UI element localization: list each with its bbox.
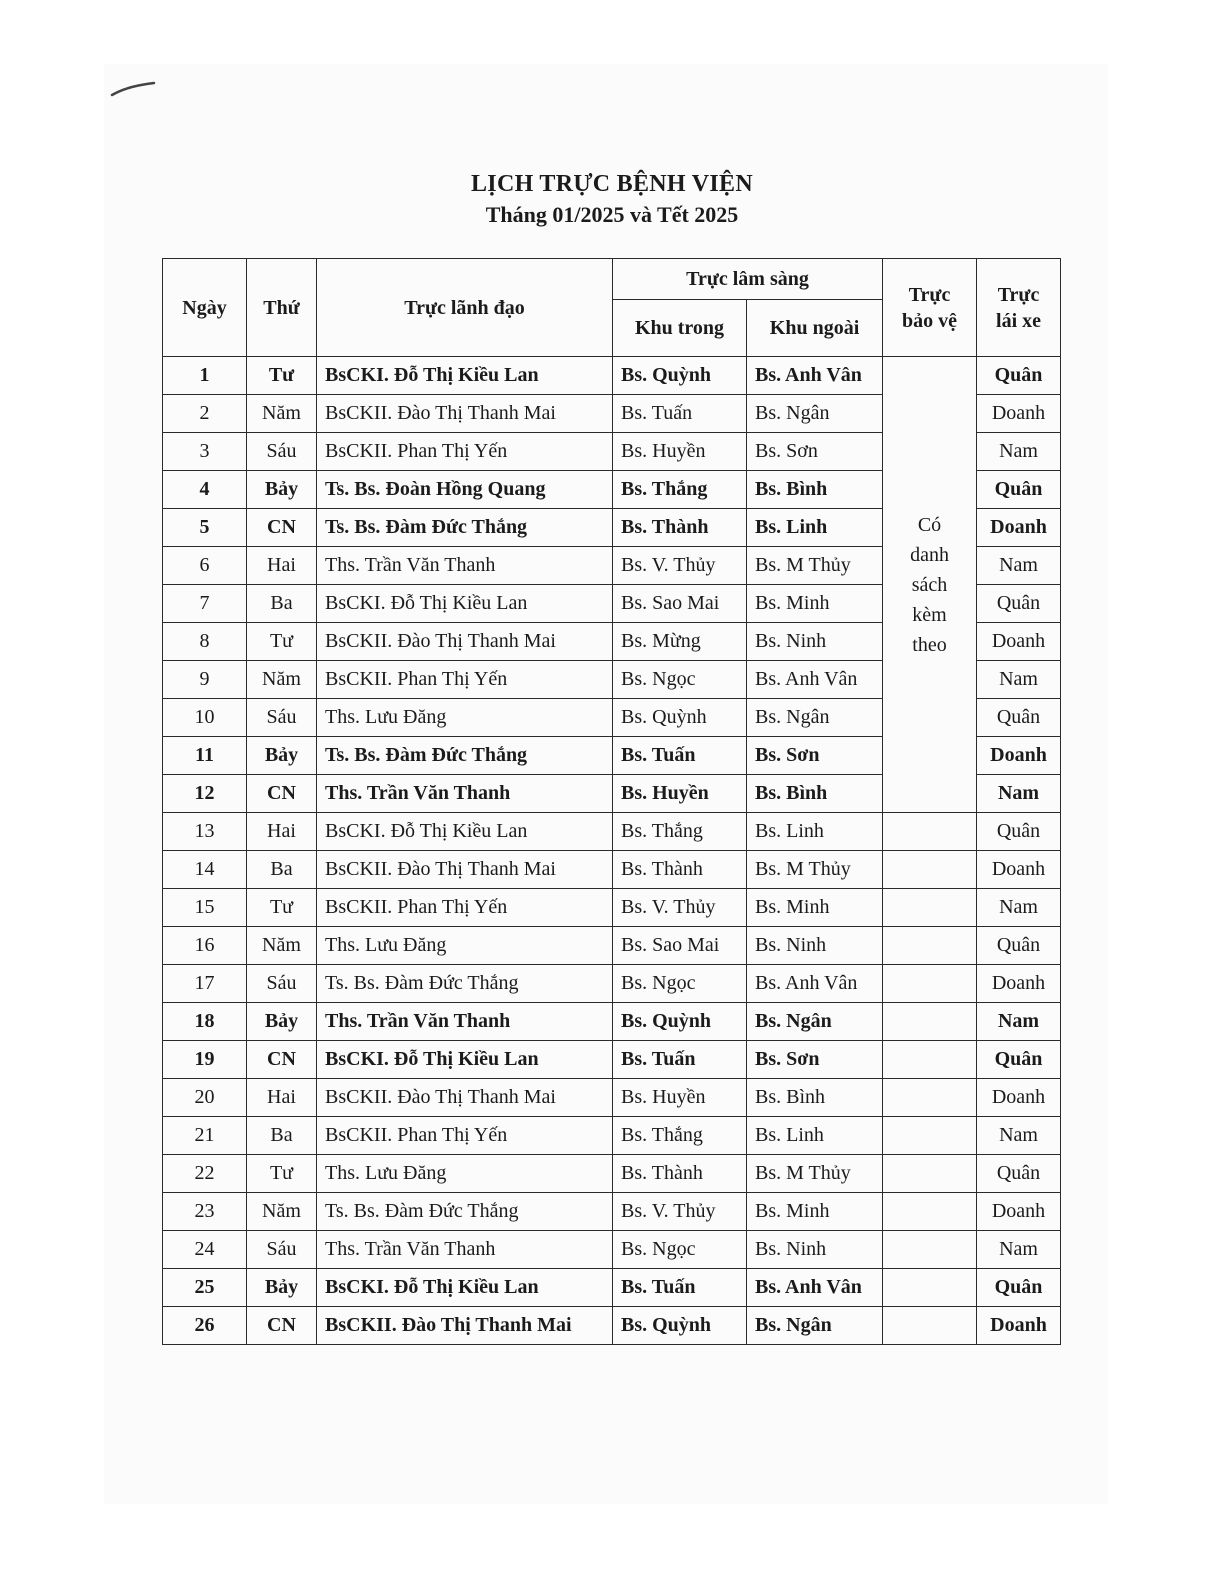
- day-cell: 6: [163, 547, 247, 585]
- header-clinical: Trực lâm sàng: [613, 259, 883, 300]
- driver-cell: Quân: [977, 1041, 1061, 1079]
- leader-cell: BsCKII. Đào Thị Thanh Mai: [317, 623, 613, 661]
- inner-zone-cell: Bs. Sao Mai: [613, 585, 747, 623]
- weekday-cell: Sáu: [247, 965, 317, 1003]
- weekday-cell: Bảy: [247, 1003, 317, 1041]
- day-cell: 2: [163, 395, 247, 433]
- outer-zone-cell: Bs. Ngân: [747, 699, 883, 737]
- inner-zone-cell: Bs. Huyền: [613, 775, 747, 813]
- day-cell: 10: [163, 699, 247, 737]
- guard-cell: [883, 927, 977, 965]
- outer-zone-cell: Bs. Minh: [747, 585, 883, 623]
- leader-cell: Ths. Trần Văn Thanh: [317, 1003, 613, 1041]
- outer-zone-cell: Bs. Anh Vân: [747, 661, 883, 699]
- leader-cell: Ths. Trần Văn Thanh: [317, 1231, 613, 1269]
- driver-cell: Doanh: [977, 1193, 1061, 1231]
- day-cell: 23: [163, 1193, 247, 1231]
- inner-zone-cell: Bs. V. Thủy: [613, 889, 747, 927]
- weekday-cell: Tư: [247, 1155, 317, 1193]
- weekday-cell: Hai: [247, 1079, 317, 1117]
- outer-zone-cell: Bs. Linh: [747, 509, 883, 547]
- day-cell: 22: [163, 1155, 247, 1193]
- driver-cell: Doanh: [977, 1307, 1061, 1345]
- outer-zone-cell: Bs. Sơn: [747, 433, 883, 471]
- leader-cell: BsCKII. Đào Thị Thanh Mai: [317, 851, 613, 889]
- guard-cell: [883, 1231, 977, 1269]
- leader-cell: Ths. Lưu Đăng: [317, 1155, 613, 1193]
- table-row: [163, 1041, 1061, 1079]
- day-cell: 3: [163, 433, 247, 471]
- guard-cell: [883, 889, 977, 927]
- outer-zone-cell: Bs. Minh: [747, 1193, 883, 1231]
- outer-zone-cell: Bs. Anh Vân: [747, 1269, 883, 1307]
- leader-cell: BsCKII. Đào Thị Thanh Mai: [317, 1079, 613, 1117]
- driver-cell: Doanh: [977, 395, 1061, 433]
- document-heading: [0, 168, 1224, 230]
- inner-zone-cell: Bs. Thắng: [613, 471, 747, 509]
- leader-cell: Ts. Bs. Đàm Đức Thắng: [317, 965, 613, 1003]
- driver-cell: Nam: [977, 1117, 1061, 1155]
- weekday-cell: Năm: [247, 927, 317, 965]
- weekday-cell: Hai: [247, 813, 317, 851]
- leader-cell: Ts. Bs. Đàm Đức Thắng: [317, 1193, 613, 1231]
- header-guard: Trực bảo vệ: [883, 259, 977, 357]
- guard-cell: [883, 851, 977, 889]
- driver-cell: Nam: [977, 661, 1061, 699]
- weekday-cell: Hai: [247, 547, 317, 585]
- day-cell: 8: [163, 623, 247, 661]
- weekday-cell: Bảy: [247, 1269, 317, 1307]
- day-cell: 13: [163, 813, 247, 851]
- driver-cell: Doanh: [977, 965, 1061, 1003]
- guard-cell: [883, 1079, 977, 1117]
- table-row: [163, 965, 1061, 1003]
- table-row: [163, 927, 1061, 965]
- driver-cell: Quân: [977, 585, 1061, 623]
- outer-zone-cell: Bs. Linh: [747, 813, 883, 851]
- driver-cell: Quân: [977, 357, 1061, 395]
- roster-body: [163, 357, 1061, 1345]
- leader-cell: BsCKII. Đào Thị Thanh Mai: [317, 1307, 613, 1345]
- day-cell: 17: [163, 965, 247, 1003]
- leader-cell: Ths. Lưu Đăng: [317, 699, 613, 737]
- leader-cell: BsCKI. Đỗ Thị Kiều Lan: [317, 1041, 613, 1079]
- table-row: [163, 1307, 1061, 1345]
- driver-cell: Quân: [977, 699, 1061, 737]
- day-cell: 12: [163, 775, 247, 813]
- leader-cell: Ts. Bs. Đàm Đức Thắng: [317, 737, 613, 775]
- weekday-cell: Ba: [247, 851, 317, 889]
- driver-cell: Nam: [977, 547, 1061, 585]
- driver-cell: Doanh: [977, 737, 1061, 775]
- outer-zone-cell: Bs. M Thủy: [747, 547, 883, 585]
- driver-cell: Nam: [977, 433, 1061, 471]
- weekday-cell: Bảy: [247, 471, 317, 509]
- inner-zone-cell: Bs. Sao Mai: [613, 927, 747, 965]
- driver-cell: Nam: [977, 889, 1061, 927]
- outer-zone-cell: Bs. Ngân: [747, 1307, 883, 1345]
- inner-zone-cell: Bs. Quỳnh: [613, 1307, 747, 1345]
- header-inner-zone: Khu trong: [613, 300, 747, 357]
- table-row: [163, 1155, 1061, 1193]
- day-cell: 7: [163, 585, 247, 623]
- leader-cell: BsCKI. Đỗ Thị Kiều Lan: [317, 585, 613, 623]
- day-cell: 20: [163, 1079, 247, 1117]
- driver-cell: Quân: [977, 1155, 1061, 1193]
- inner-zone-cell: Bs. Quỳnh: [613, 357, 747, 395]
- weekday-cell: CN: [247, 1041, 317, 1079]
- day-cell: 19: [163, 1041, 247, 1079]
- table-row: [163, 1269, 1061, 1307]
- day-cell: 21: [163, 1117, 247, 1155]
- outer-zone-cell: Bs. Ngân: [747, 395, 883, 433]
- document-title: LỊCH TRỰC BỆNH VIỆN: [471, 171, 753, 197]
- guard-cell: [883, 1003, 977, 1041]
- guard-cell: [883, 813, 977, 851]
- inner-zone-cell: Bs. Ngọc: [613, 1231, 747, 1269]
- leader-cell: BsCKI. Đỗ Thị Kiều Lan: [317, 1269, 613, 1307]
- day-cell: 1: [163, 357, 247, 395]
- driver-cell: Quân: [977, 813, 1061, 851]
- weekday-cell: CN: [247, 775, 317, 813]
- weekday-cell: Năm: [247, 1193, 317, 1231]
- leader-cell: BsCKII. Phan Thị Yến: [317, 433, 613, 471]
- guard-cell: [883, 1155, 977, 1193]
- leader-cell: Ts. Bs. Đàm Đức Thắng: [317, 509, 613, 547]
- inner-zone-cell: Bs. Ngọc: [613, 661, 747, 699]
- leader-cell: Ths. Trần Văn Thanh: [317, 547, 613, 585]
- weekday-cell: CN: [247, 509, 317, 547]
- outer-zone-cell: Bs. Anh Vân: [747, 965, 883, 1003]
- table-row: [163, 1117, 1061, 1155]
- day-cell: 5: [163, 509, 247, 547]
- leader-cell: Ths. Trần Văn Thanh: [317, 775, 613, 813]
- inner-zone-cell: Bs. Ngọc: [613, 965, 747, 1003]
- driver-cell: Doanh: [977, 509, 1061, 547]
- outer-zone-cell: Bs. Anh Vân: [747, 357, 883, 395]
- driver-cell: Doanh: [977, 851, 1061, 889]
- pen-stroke-mark: [110, 78, 156, 98]
- inner-zone-cell: Bs. Mừng: [613, 623, 747, 661]
- outer-zone-cell: Bs. Ninh: [747, 1231, 883, 1269]
- document-subtitle: Tháng 01/2025 và Tết 2025: [485, 202, 739, 227]
- weekday-cell: CN: [247, 1307, 317, 1345]
- table-row: [163, 889, 1061, 927]
- leader-cell: BsCKI. Đỗ Thị Kiều Lan: [317, 357, 613, 395]
- inner-zone-cell: Bs. Thành: [613, 509, 747, 547]
- leader-cell: BsCKII. Phan Thị Yến: [317, 1117, 613, 1155]
- weekday-cell: Năm: [247, 661, 317, 699]
- day-cell: 4: [163, 471, 247, 509]
- inner-zone-cell: Bs. Thắng: [613, 1117, 747, 1155]
- outer-zone-cell: Bs. Sơn: [747, 737, 883, 775]
- weekday-cell: Sáu: [247, 699, 317, 737]
- table-row: [163, 813, 1061, 851]
- table-row: [163, 357, 1061, 395]
- weekday-cell: Bảy: [247, 737, 317, 775]
- outer-zone-cell: Bs. Linh: [747, 1117, 883, 1155]
- inner-zone-cell: Bs. Tuấn: [613, 1041, 747, 1079]
- inner-zone-cell: Bs. Tuấn: [613, 737, 747, 775]
- outer-zone-cell: Bs. Sơn: [747, 1041, 883, 1079]
- day-cell: 9: [163, 661, 247, 699]
- outer-zone-cell: Bs. M Thủy: [747, 851, 883, 889]
- inner-zone-cell: Bs. Huyền: [613, 433, 747, 471]
- header-outer-zone: Khu ngoài: [747, 300, 883, 357]
- weekday-cell: Ba: [247, 1117, 317, 1155]
- outer-zone-cell: Bs. Ninh: [747, 927, 883, 965]
- inner-zone-cell: Bs. Tuấn: [613, 1269, 747, 1307]
- day-cell: 18: [163, 1003, 247, 1041]
- inner-zone-cell: Bs. Quỳnh: [613, 699, 747, 737]
- inner-zone-cell: Bs. Thành: [613, 851, 747, 889]
- guard-cell: [883, 1041, 977, 1079]
- driver-cell: Quân: [977, 471, 1061, 509]
- table-row: [163, 1231, 1061, 1269]
- inner-zone-cell: Bs. Thắng: [613, 813, 747, 851]
- guard-cell: [883, 965, 977, 1003]
- inner-zone-cell: Bs. Tuấn: [613, 395, 747, 433]
- driver-cell: Nam: [977, 775, 1061, 813]
- weekday-cell: Năm: [247, 395, 317, 433]
- table-row: [163, 1079, 1061, 1117]
- guard-cell: [883, 1193, 977, 1231]
- outer-zone-cell: Bs. M Thủy: [747, 1155, 883, 1193]
- leader-cell: BsCKI. Đỗ Thị Kiều Lan: [317, 813, 613, 851]
- driver-cell: Nam: [977, 1231, 1061, 1269]
- outer-zone-cell: Bs. Ngân: [747, 1003, 883, 1041]
- day-cell: 11: [163, 737, 247, 775]
- leader-cell: Ths. Lưu Đăng: [317, 927, 613, 965]
- day-cell: 15: [163, 889, 247, 927]
- outer-zone-cell: Bs. Ninh: [747, 623, 883, 661]
- leader-cell: BsCKII. Phan Thị Yến: [317, 889, 613, 927]
- day-cell: 26: [163, 1307, 247, 1345]
- leader-cell: BsCKII. Đào Thị Thanh Mai: [317, 395, 613, 433]
- driver-cell: Nam: [977, 1003, 1061, 1041]
- guard-cell: [883, 1117, 977, 1155]
- header-driver: Trực lái xe: [977, 259, 1061, 357]
- inner-zone-cell: Bs. V. Thủy: [613, 1193, 747, 1231]
- guard-note-cell: [883, 357, 977, 813]
- guard-cell: [883, 1269, 977, 1307]
- leader-cell: BsCKII. Phan Thị Yến: [317, 661, 613, 699]
- weekday-cell: Tư: [247, 889, 317, 927]
- outer-zone-cell: Bs. Bình: [747, 471, 883, 509]
- inner-zone-cell: Bs. V. Thủy: [613, 547, 747, 585]
- table-row: [163, 1193, 1061, 1231]
- weekday-cell: Ba: [247, 585, 317, 623]
- leader-cell: Ts. Bs. Đoàn Hồng Quang: [317, 471, 613, 509]
- day-cell: 14: [163, 851, 247, 889]
- driver-cell: Quân: [977, 927, 1061, 965]
- weekday-cell: Tư: [247, 357, 317, 395]
- guard-note: Có danh sách kèm theo: [910, 513, 949, 656]
- outer-zone-cell: Bs. Minh: [747, 889, 883, 927]
- header-day: Ngày: [163, 259, 247, 357]
- inner-zone-cell: Bs. Quỳnh: [613, 1003, 747, 1041]
- driver-cell: Doanh: [977, 1079, 1061, 1117]
- driver-cell: Quân: [977, 1269, 1061, 1307]
- weekday-cell: Tư: [247, 623, 317, 661]
- outer-zone-cell: Bs. Bình: [747, 775, 883, 813]
- duty-roster-table: [162, 258, 1061, 1345]
- weekday-cell: Sáu: [247, 433, 317, 471]
- header-weekday: Thứ: [247, 259, 317, 357]
- table-row: [163, 1003, 1061, 1041]
- day-cell: 16: [163, 927, 247, 965]
- driver-cell: Doanh: [977, 623, 1061, 661]
- outer-zone-cell: Bs. Bình: [747, 1079, 883, 1117]
- inner-zone-cell: Bs. Huyền: [613, 1079, 747, 1117]
- guard-cell: [883, 1307, 977, 1345]
- inner-zone-cell: Bs. Thành: [613, 1155, 747, 1193]
- day-cell: 25: [163, 1269, 247, 1307]
- header-leader: Trực lãnh đạo: [317, 259, 613, 357]
- day-cell: 24: [163, 1231, 247, 1269]
- table-row: [163, 851, 1061, 889]
- weekday-cell: Sáu: [247, 1231, 317, 1269]
